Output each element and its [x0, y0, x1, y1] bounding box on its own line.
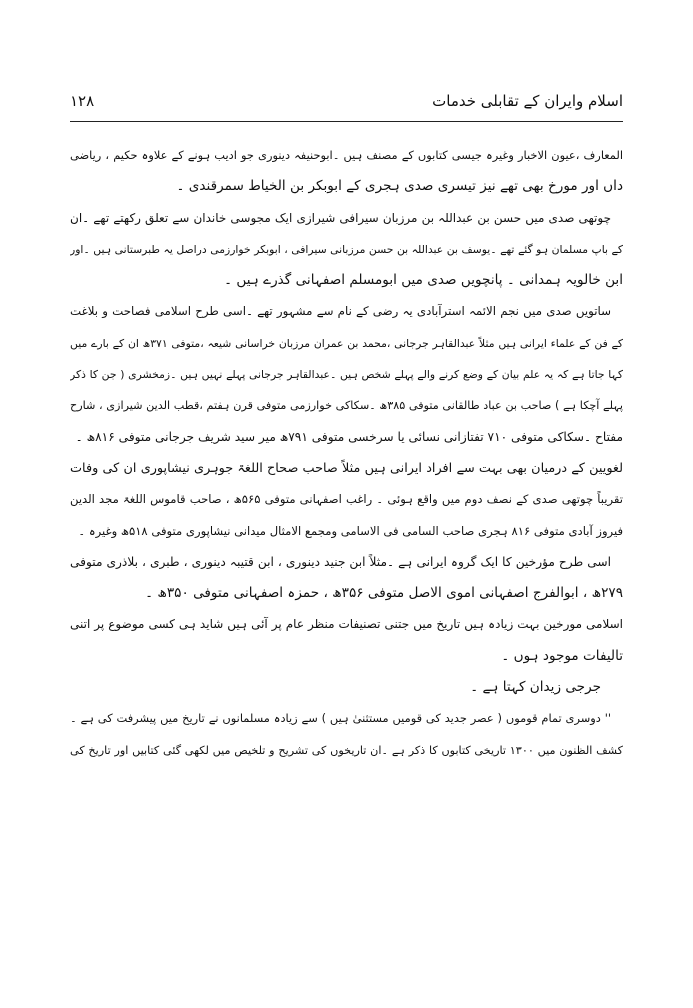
- text-line: چوتھی صدی میں حسن بن عبداللہ بن مرزبان سیرافی شیرازی ایک مجوسی خاندان سے تعلق رکھتے تھے ۔ان: [70, 210, 611, 225]
- text-line: ۲۷۹ھ ، ابوالفرج اصفہانی اموی الاصل متوفی ۳۵۶ھ ، حمزہ اصفہانی متوفی ۳۵۰ھ ۔: [145, 585, 623, 602]
- text-line: '' دوسری تمام قوموں ( عصر جدید کی قومیں مستثنیٰ ہیں ) سے زیادہ مسلمانوں نے تاریخ میں پیشرفت کی ہے ۔: [70, 711, 611, 726]
- text-line: کہا جاتا ہے کہ یہ علم بیان کے وضع کرنے والے پہلے شخص ہیں ۔عبدالقاہر جرجانی پہلے نہیں ہیں ۔زمخشری ( جن کا ذکر: [70, 368, 623, 382]
- text-line: ابن خالویہ ہمدانی ۔ پانچویں صدی میں ابومسلم اصفہانی گذرے ہیں ۔: [224, 272, 623, 289]
- running-title: اسلام وایران کے تقابلی خدمات: [432, 92, 623, 110]
- text-line: ساتویں صدی میں نجم الائمہ استرآبادی یہ رضی کے نام سے مشہور تھے ۔اسی طرح اسلامی فصاحت و بلاغت: [70, 304, 611, 319]
- text-line: مفتاح ۔سکاکی متوفی ۷۱۰ تفتازانی نسائی یا سرخسی متوفی ۷۹۱ھ میر سید شریف جرجانی متوفی ۸۱۶ھ ۔: [75, 429, 623, 444]
- text-line: اسی طرح مؤرخین کا ایک گروہ ایرانی ہے ۔مثلاً ابن جنید دینوری ، ابن قتیبہ دینوری ، طبری ، بلاذری متوفی: [70, 554, 611, 569]
- text-line: تالیفات موجود ہوں ۔: [501, 647, 623, 664]
- text-line: تقریباً چوتھی صدی کے نصف دوم میں واقع ہوئی ۔ راغب اصفہانی متوفی ۵۶۵ھ ، صاحب قاموس اللغۃ مجد الدین: [70, 492, 623, 507]
- page-number: ۱۲۸: [70, 92, 95, 110]
- text-line: المعارف ،عیون الاخبار وغیرہ جیسی کتابوں کے مصنف ہیں ۔ابوحنیفہ دینوری جو ادیب ہونے کے علاوہ حکیم ، ریاضی: [70, 148, 623, 162]
- text-line: داں اور مورخ بھی تھے نیز تیسری صدی ہجری کے ابوبکر بن الخیاط سمرقندی ۔: [176, 178, 623, 195]
- body-text: [70, 140, 623, 766]
- text-line: پہلے آچکا ہے ) صاحب بن عباد طالقانی متوفی ۳۸۵ھ ۔سکاکی خوارزمی متوفی قرن ہفتم ،قطب الدین شیرازی ، شارح: [70, 399, 623, 413]
- text-line: فیروز آبادی متوفی ۸۱۶ ہجری صاحب السامی فی الاسامی ومجمع الامثال میدانی نیشاپوری متوفی ۵۱۸ھ وغیرہ ۔: [78, 523, 623, 538]
- text-line: جرجی زیدان کہتا ہے ۔: [470, 679, 601, 696]
- text-line: کے باپ مسلمان ہو گئے تھے ۔یوسف بن عبداللہ بن حسن مرزبانی سیرافی ، ابوبکر خوارزمی دراصل یہ طبرستانی ہیں ۔اور: [70, 242, 623, 256]
- text-line: لغویین کے درمیان بھی بہت سے افراد ایرانی ہیں مثلاً صاحب صحاح اللغۃ جوہری نیشاپوری ان کی وفات: [70, 460, 623, 476]
- text-line: کے فن کے علماء ایرانی ہیں مثلاً عبدالقاہر جرجانی ،محمد بن عمران مرزبان خراسانی شیعہ ،متوفی ۳۷۱ھ ان کے بارے میں: [70, 336, 623, 350]
- header-rule: [70, 121, 623, 122]
- text-line: کشف الظنون میں ۱۳۰۰ تاریخی کتابوں کا ذکر ہے ۔ان تاریخوں کی تشریح و تلخیص میں لکھی گئی کتابیں اور تاریخ کی: [70, 743, 623, 757]
- text-line: اسلامی مورخین بہت زیادہ ہیں تاریخ میں جتنی تصنیفات منظر عام پر آئی ہیں شاید ہی کسی موضوع پر اتنی: [70, 617, 623, 632]
- page-header: [70, 88, 623, 118]
